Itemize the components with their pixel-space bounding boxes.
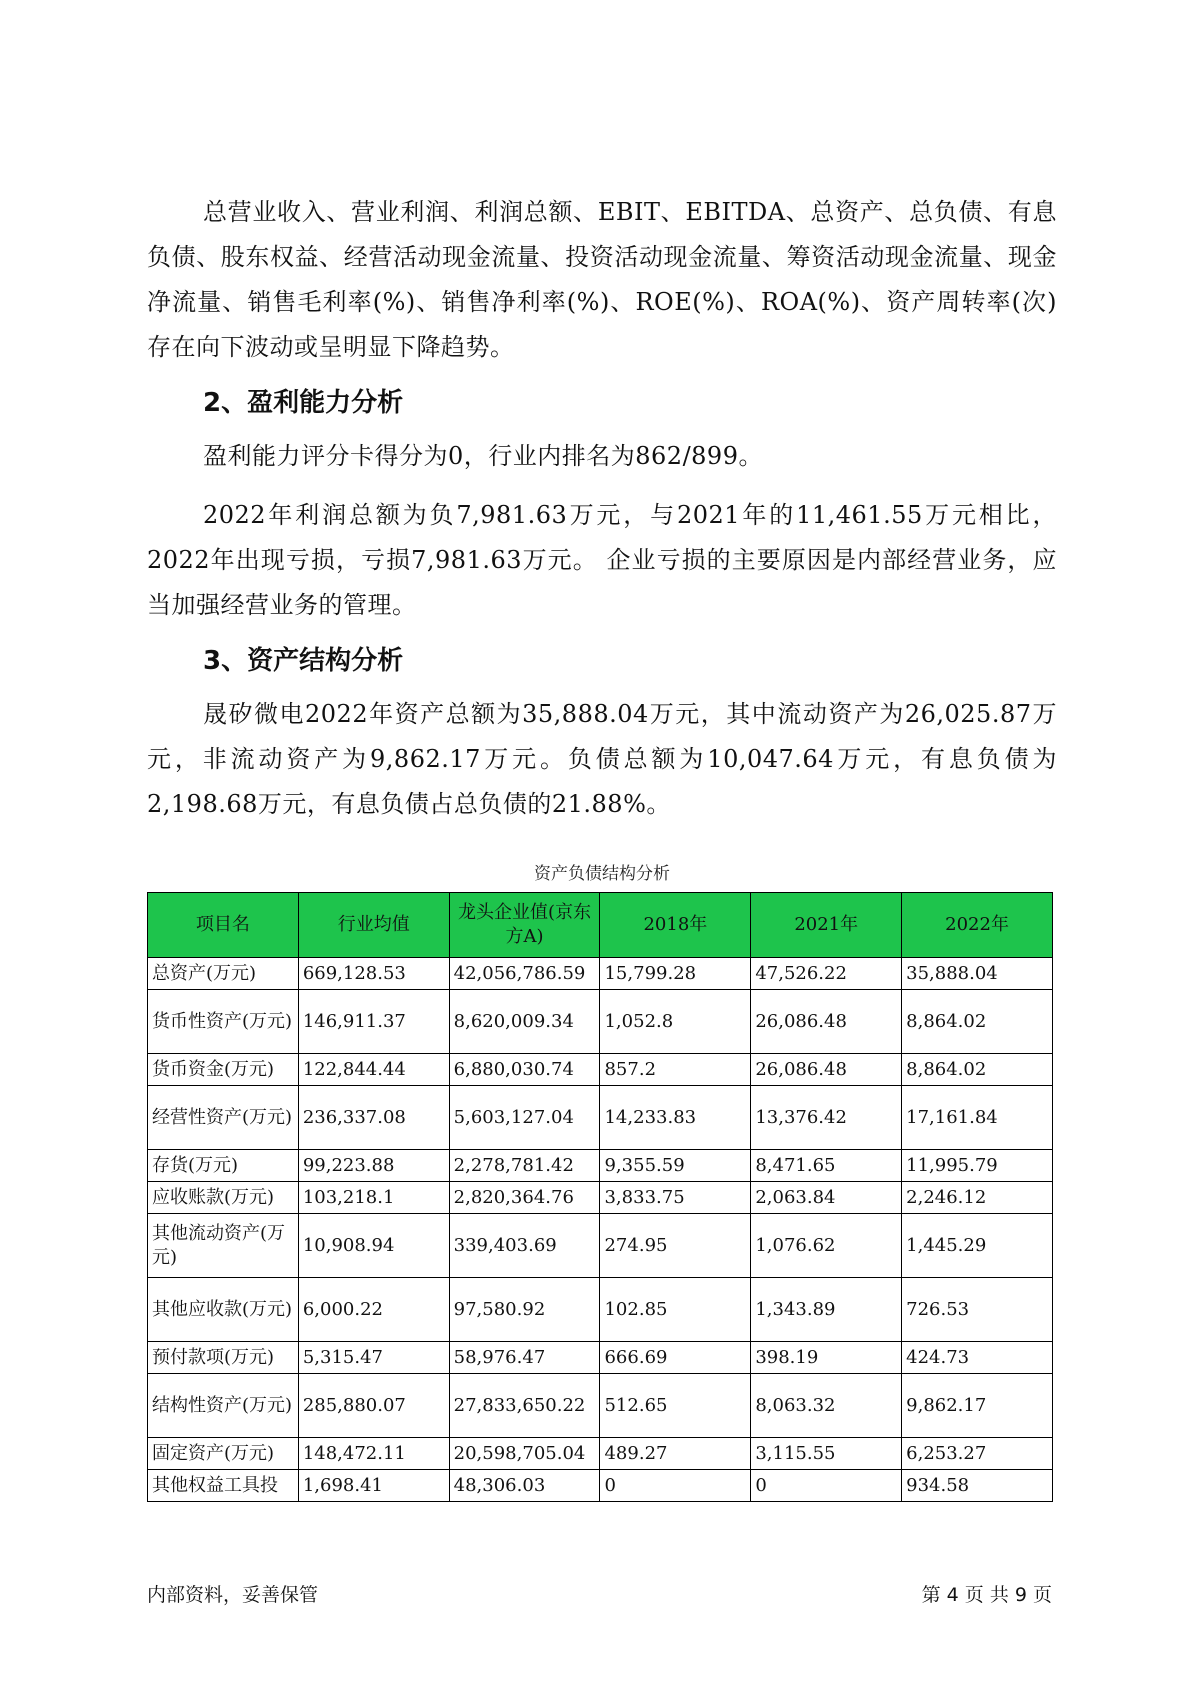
- cell-value: 15,799.28: [600, 958, 751, 990]
- cell-value: 102.85: [600, 1278, 751, 1342]
- cell-value: 3,115.55: [751, 1438, 902, 1470]
- table-caption: 资产负债结构分析: [534, 864, 670, 884]
- cell-value: 424.73: [902, 1342, 1053, 1374]
- cell-value: 11,995.79: [902, 1150, 1053, 1182]
- page-body: [147, 190, 1057, 1502]
- cell-value: 489.27: [600, 1438, 751, 1470]
- cell-value: 26,086.48: [751, 1054, 902, 1086]
- cell-value: 5,603,127.04: [449, 1086, 600, 1150]
- row-name: 结构性资产(万元): [148, 1374, 299, 1438]
- paragraph-trend: 总营业收入、营业利润、利润总额、EBIT、EBITDA、总资产、总负债、有息负债、股东权益、经营活动现金流量、投资活动现金流量、筹资活动现金流量、现金净流量、销售毛利率(%)、销售净利率(%)、ROE(%)、ROA(%)、资产周转率(次)存在向下波动或呈明显下降趋势。: [147, 198, 1057, 361]
- row-name: 预付款项(万元): [148, 1342, 299, 1374]
- table-row: [148, 1438, 1053, 1470]
- cell-value: 99,223.88: [298, 1150, 449, 1182]
- cell-value: 8,620,009.34: [449, 990, 600, 1054]
- cell-value: 35,888.04: [902, 958, 1053, 990]
- cell-value: 5,315.47: [298, 1342, 449, 1374]
- cell-value: 97,580.92: [449, 1278, 600, 1342]
- cell-value: 26,086.48: [751, 990, 902, 1054]
- cell-value: 669,128.53: [298, 958, 449, 990]
- header-item-name: 项目名: [148, 893, 299, 958]
- row-name: 其他应收款(万元): [148, 1278, 299, 1342]
- cell-value: 17,161.84: [902, 1086, 1053, 1150]
- cell-value: 2,820,364.76: [449, 1182, 600, 1214]
- cell-value: 9,355.59: [600, 1150, 751, 1182]
- cell-value: 0: [600, 1470, 751, 1502]
- cell-value: 58,976.47: [449, 1342, 600, 1374]
- header-2018: 2018年: [600, 893, 751, 958]
- cell-value: 27,833,650.22: [449, 1374, 600, 1438]
- table-row: [148, 1086, 1053, 1150]
- asset-liability-table: [147, 892, 1053, 1502]
- cell-value: 13,376.42: [751, 1086, 902, 1150]
- table-row: [148, 958, 1053, 990]
- header-leader-value: 龙头企业值(京东方A): [449, 893, 600, 958]
- cell-value: 9,862.17: [902, 1374, 1053, 1438]
- row-name: 货币资金(万元): [148, 1054, 299, 1086]
- table-row: [148, 1278, 1053, 1342]
- cell-value: 14,233.83: [600, 1086, 751, 1150]
- table-row: [148, 990, 1053, 1054]
- row-name: 总资产(万元): [148, 958, 299, 990]
- cell-value: 857.2: [600, 1054, 751, 1086]
- cell-value: 236,337.08: [298, 1086, 449, 1150]
- cell-value: 1,698.41: [298, 1470, 449, 1502]
- cell-value: 47,526.22: [751, 958, 902, 990]
- cell-value: 2,063.84: [751, 1182, 902, 1214]
- cell-value: 666.69: [600, 1342, 751, 1374]
- header-2021: 2021年: [751, 893, 902, 958]
- cell-value: 3,833.75: [600, 1182, 751, 1214]
- cell-value: 339,403.69: [449, 1214, 600, 1278]
- heading-asset-structure: 3、资产结构分析: [203, 646, 404, 676]
- cell-value: 398.19: [751, 1342, 902, 1374]
- cell-value: 1,052.8: [600, 990, 751, 1054]
- table-header-row: [148, 893, 1053, 958]
- cell-value: 10,908.94: [298, 1214, 449, 1278]
- paragraph-profit-score: 盈利能力评分卡得分为0，行业内排名为862/899。: [203, 442, 763, 470]
- paragraph-asset-detail: 晟矽微电2022年资产总额为35,888.04万元，其中流动资产为26,025.87万元，非流动资产为9,862.17万元。负债总额为10,047.64万元，有息负债为2,198.68万元，有息负债占总负债的21.88%。: [147, 700, 1057, 818]
- header-industry-avg: 行业均值: [298, 893, 449, 958]
- row-name: 其他权益工具投: [148, 1470, 299, 1502]
- heading-profit-analysis: 2、盈利能力分析: [203, 388, 404, 418]
- cell-value: 8,063.32: [751, 1374, 902, 1438]
- table-row: [148, 1054, 1053, 1086]
- table-row: [148, 1470, 1053, 1502]
- footer-page-number: 第 4 页 共 9 页: [921, 1584, 1052, 1606]
- cell-value: 6,000.22: [298, 1278, 449, 1342]
- table-row: [148, 1342, 1053, 1374]
- row-name: 其他流动资产(万元): [148, 1214, 299, 1278]
- paragraph-profit-detail: 2022年利润总额为负7,981.63万元，与2021年的11,461.55万元相比，2022年出现亏损，亏损7,981.63万元。 企业亏损的主要原因是内部经营业务，应当加强经营业务的管理。: [147, 501, 1057, 619]
- header-2022: 2022年: [902, 893, 1053, 958]
- cell-value: 934.58: [902, 1470, 1053, 1502]
- cell-value: 2,278,781.42: [449, 1150, 600, 1182]
- cell-value: 1,076.62: [751, 1214, 902, 1278]
- cell-value: 48,306.03: [449, 1470, 600, 1502]
- row-name: 货币性资产(万元): [148, 990, 299, 1054]
- cell-value: 6,880,030.74: [449, 1054, 600, 1086]
- cell-value: 285,880.07: [298, 1374, 449, 1438]
- footer-confidential: 内部资料，妥善保管: [147, 1584, 319, 1606]
- cell-value: 1,343.89: [751, 1278, 902, 1342]
- row-name: 存货(万元): [148, 1150, 299, 1182]
- cell-value: 1,445.29: [902, 1214, 1053, 1278]
- table-row: [148, 1150, 1053, 1182]
- cell-value: 8,864.02: [902, 1054, 1053, 1086]
- cell-value: 122,844.44: [298, 1054, 449, 1086]
- table-row: [148, 1214, 1053, 1278]
- cell-value: 42,056,786.59: [449, 958, 600, 990]
- cell-value: 8,864.02: [902, 990, 1053, 1054]
- cell-value: 512.65: [600, 1374, 751, 1438]
- row-name: 经营性资产(万元): [148, 1086, 299, 1150]
- cell-value: 8,471.65: [751, 1150, 902, 1182]
- cell-value: 726.53: [902, 1278, 1053, 1342]
- table-row: [148, 1182, 1053, 1214]
- cell-value: 0: [751, 1470, 902, 1502]
- cell-value: 103,218.1: [298, 1182, 449, 1214]
- cell-value: 6,253.27: [902, 1438, 1053, 1470]
- cell-value: 148,472.11: [298, 1438, 449, 1470]
- table-row: [148, 1374, 1053, 1438]
- row-name: 固定资产(万元): [148, 1438, 299, 1470]
- cell-value: 2,246.12: [902, 1182, 1053, 1214]
- cell-value: 146,911.37: [298, 990, 449, 1054]
- cell-value: 20,598,705.04: [449, 1438, 600, 1470]
- row-name: 应收账款(万元): [148, 1182, 299, 1214]
- cell-value: 274.95: [600, 1214, 751, 1278]
